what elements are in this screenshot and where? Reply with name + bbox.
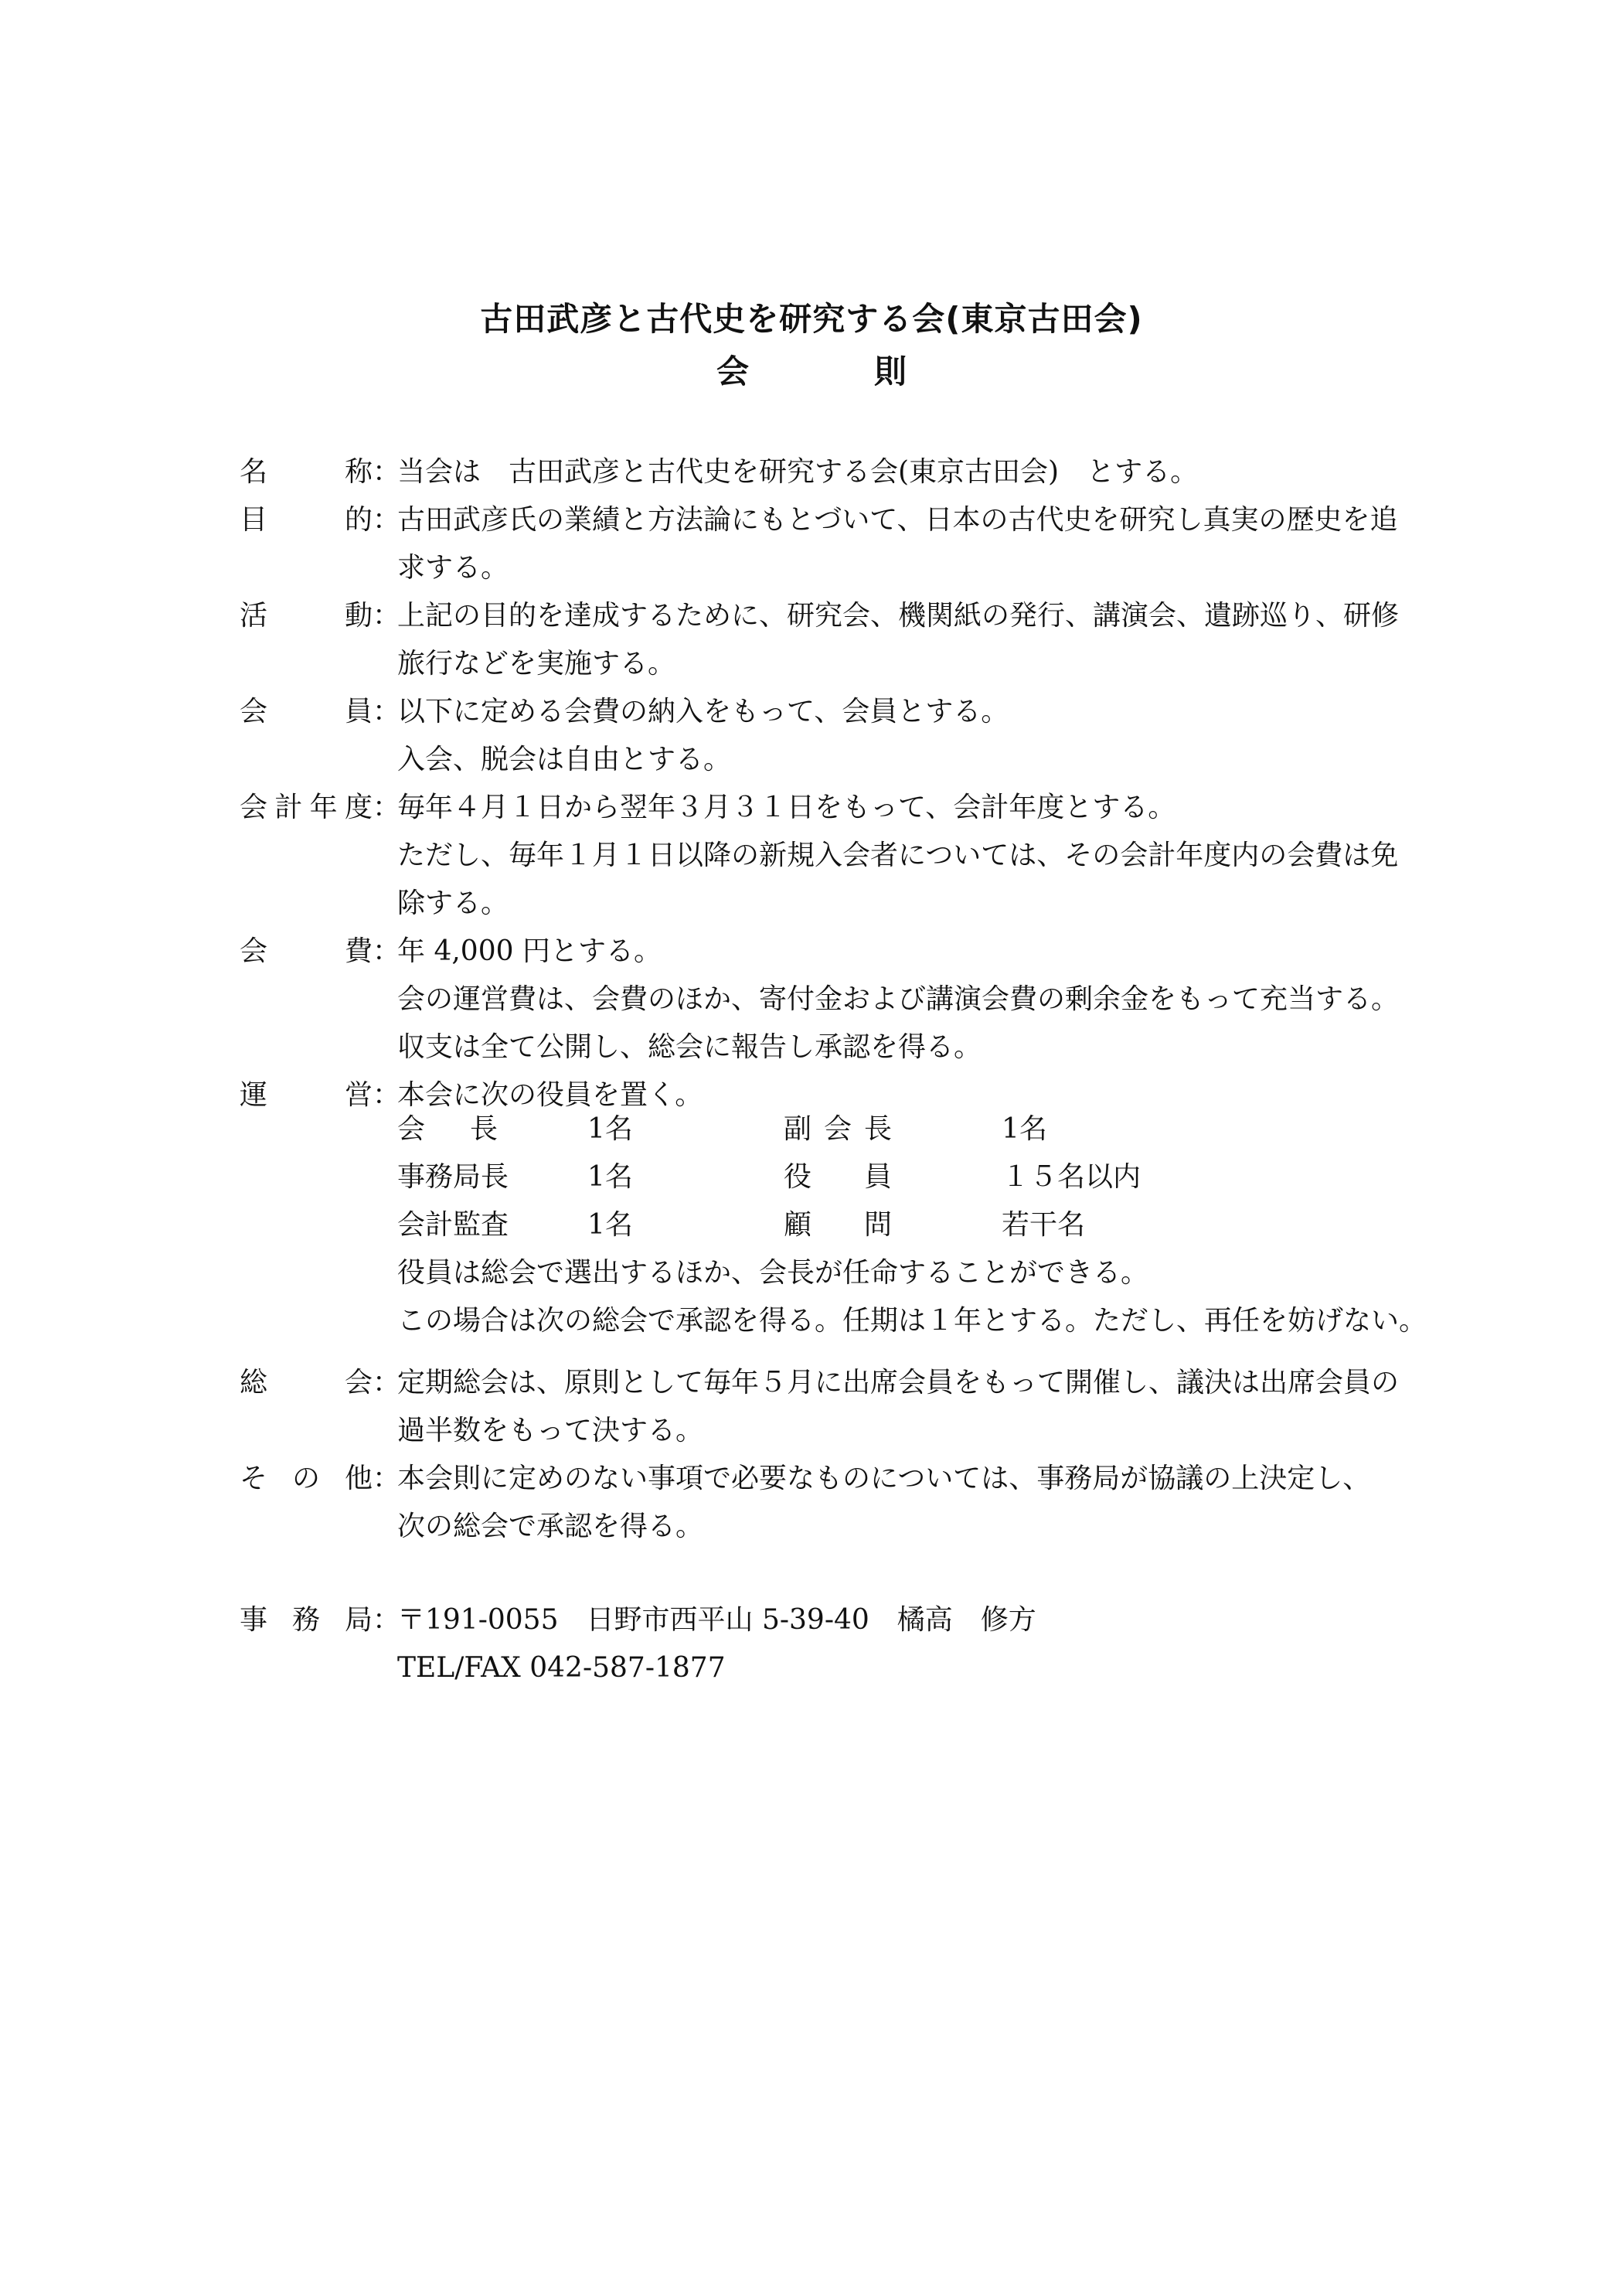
article-label <box>240 1071 373 1119</box>
officer-role-char: 長 <box>469 1113 498 1145</box>
officer-count: １５名以内 <box>1002 1161 1142 1193</box>
article-label-char: 他 <box>344 1463 373 1494</box>
officer-role <box>397 1201 509 1249</box>
officer-count: 1名 <box>1002 1113 1047 1145</box>
officers-section <box>397 1105 1427 1345</box>
officer-role <box>784 1201 892 1249</box>
officer-role-char: 顧 <box>784 1209 812 1241</box>
article-label-char: 運 <box>240 1079 268 1111</box>
article-text-line: 収支は全て公開し、総会に報告し承認を得る。 <box>397 1031 982 1063</box>
article-text-line: 古田武彦氏の業績と方法論にもとづいて、日本の古代史を研究し真実の歴史を追 <box>397 504 1398 536</box>
article-label-char: の <box>291 1463 320 1494</box>
article-label <box>240 928 373 976</box>
article-label-char: 会 <box>240 792 268 823</box>
officer-count: 1名 <box>587 1113 633 1145</box>
officer-role-char: 局 <box>453 1161 481 1193</box>
document-subtitle: 会 則 <box>716 353 953 390</box>
article-label-char: 局 <box>344 1604 373 1636</box>
officer-role <box>397 1153 509 1201</box>
article-label <box>240 688 373 736</box>
article-label <box>240 784 373 832</box>
officer-role-char: 計 <box>425 1209 454 1241</box>
label-colon: ： <box>373 1367 401 1398</box>
article-text-line: 本会に次の役員を置く。 <box>397 1079 703 1111</box>
article-label <box>240 1359 373 1407</box>
article-label-char: 称 <box>344 456 373 488</box>
article-label-char: 目 <box>240 504 268 536</box>
officer-role-char: 事 <box>397 1161 426 1193</box>
article-body <box>397 592 1402 688</box>
article-text-line: 会の運営費は、会費のほか、寄付金および講演会費の剰余金をもって充当する。 <box>397 983 1400 1015</box>
article-label <box>240 448 373 496</box>
article-body <box>397 1359 1402 1455</box>
label-colon: ： <box>373 456 401 488</box>
label-colon: ： <box>373 1604 401 1636</box>
article-label <box>240 592 373 640</box>
article-label-char: 計 <box>274 792 303 823</box>
label-colon: ： <box>373 1079 401 1111</box>
officer-row <box>397 1201 1325 1249</box>
officer-row <box>397 1105 1325 1153</box>
article-text-line: 毎年４月１日から翌年３月３１日をもって、会計年度とする。 <box>397 792 1176 823</box>
article-label-char: 総 <box>240 1367 268 1398</box>
article-label-char: 活 <box>240 600 268 632</box>
article-label <box>240 1596 373 1644</box>
article-text-line: ただし、毎年１月１日以降の新規入会者については、その会計年度内の会費は免 <box>397 840 1399 871</box>
article-label-char: そ <box>240 1463 268 1494</box>
officer-role-char: 査 <box>481 1209 509 1241</box>
article-text-line: 定期総会は、原則として毎年５月に出席会員をもって開催し、議決は出席会員の <box>397 1367 1400 1398</box>
label-colon: ： <box>373 792 401 823</box>
article-label-char: 動 <box>344 600 373 632</box>
article-text-line: 本会則に定めのない事項で必要なものについては、事務局が協議の上決定し、 <box>397 1463 1371 1494</box>
label-colon: ： <box>373 696 401 727</box>
article-text-line: 以下に定める会費の納入をもって、会員とする。 <box>397 696 1009 727</box>
article-text-line: 過半数をもって決する。 <box>397 1415 704 1446</box>
officer-role-char: 問 <box>863 1209 892 1241</box>
label-colon: ： <box>373 935 401 967</box>
officer-role-char: 監 <box>453 1209 481 1241</box>
officer-role-char: 副 <box>784 1113 812 1145</box>
article-text-line: TEL/FAX 042-587-1877 <box>397 1652 726 1684</box>
officer-count: 1名 <box>587 1209 633 1241</box>
officer-role-char: 長 <box>481 1161 509 1193</box>
officers-note-line: この場合は次の総会で承認を得る。任期は１年とする。ただし、再任を妨げない。 <box>397 1305 1427 1337</box>
article-text-line: 上記の目的を達成するために、研究会、機関紙の発行、講演会、遺跡巡り、研修 <box>397 600 1400 632</box>
article-text-line: 除する。 <box>397 887 509 919</box>
article-body <box>397 784 1402 928</box>
article-text-line: 年 4,000 円とする。 <box>397 935 662 967</box>
officer-count: 1名 <box>587 1161 633 1193</box>
article-body <box>397 688 1402 784</box>
label-colon: ： <box>373 600 401 632</box>
article-label <box>240 1455 373 1503</box>
officer-role-char: 長 <box>863 1113 892 1145</box>
article-label-char: 費 <box>344 935 373 967</box>
article-label-char: 員 <box>344 696 373 727</box>
article-text-line: 求する。 <box>397 552 509 584</box>
label-colon: ： <box>373 1463 401 1494</box>
document-title: 古田武彦と古代史を研究する会(東京古田会) <box>480 300 1143 338</box>
officer-role-char: 役 <box>784 1161 812 1193</box>
article-text-line: 当会は 古田武彦と古代史を研究する会(東京古田会) とする。 <box>397 456 1199 488</box>
article-text-line: 〒191-0055 日野市西平山 5-39-40 橘高 修方 <box>397 1604 1036 1636</box>
officer-row <box>397 1153 1325 1201</box>
article-label-char: 務 <box>291 1604 320 1636</box>
article-body <box>397 496 1402 592</box>
article-label-char: 会 <box>240 935 268 967</box>
label-colon: ： <box>373 504 401 536</box>
article-label-char: 度 <box>344 792 373 823</box>
officer-role <box>784 1105 892 1153</box>
article-body <box>397 928 1402 1071</box>
officer-role-char: 会 <box>397 1209 426 1241</box>
article-body <box>397 1455 1402 1551</box>
article-label-char: 的 <box>344 504 373 536</box>
article-label-char: 営 <box>344 1079 373 1111</box>
article-text-line: 旅行などを実施する。 <box>397 648 676 680</box>
article-label-char: 事 <box>240 1604 268 1636</box>
officer-role-char: 務 <box>425 1161 454 1193</box>
officers-note-line: 役員は総会で選出するほか、会長が任命することができる。 <box>397 1257 1149 1289</box>
officer-role-char: 会 <box>823 1113 852 1145</box>
article-label-char: 会 <box>240 696 268 727</box>
officer-count: 若干名 <box>1002 1209 1086 1241</box>
officer-role <box>784 1153 892 1201</box>
article-text-line: 入会、脱会は自由とする。 <box>397 744 732 775</box>
article-body <box>397 448 1402 496</box>
article-label-char: 年 <box>309 792 338 823</box>
article-text-line: 次の総会で承認を得る。 <box>397 1511 704 1542</box>
officer-role <box>397 1105 498 1153</box>
article-body <box>397 1596 1402 1692</box>
article-label-char: 会 <box>344 1367 373 1398</box>
officer-role-char: 員 <box>863 1161 892 1193</box>
article-label-char: 名 <box>240 456 268 488</box>
officer-role-char: 会 <box>397 1113 426 1145</box>
article-label <box>240 496 373 544</box>
